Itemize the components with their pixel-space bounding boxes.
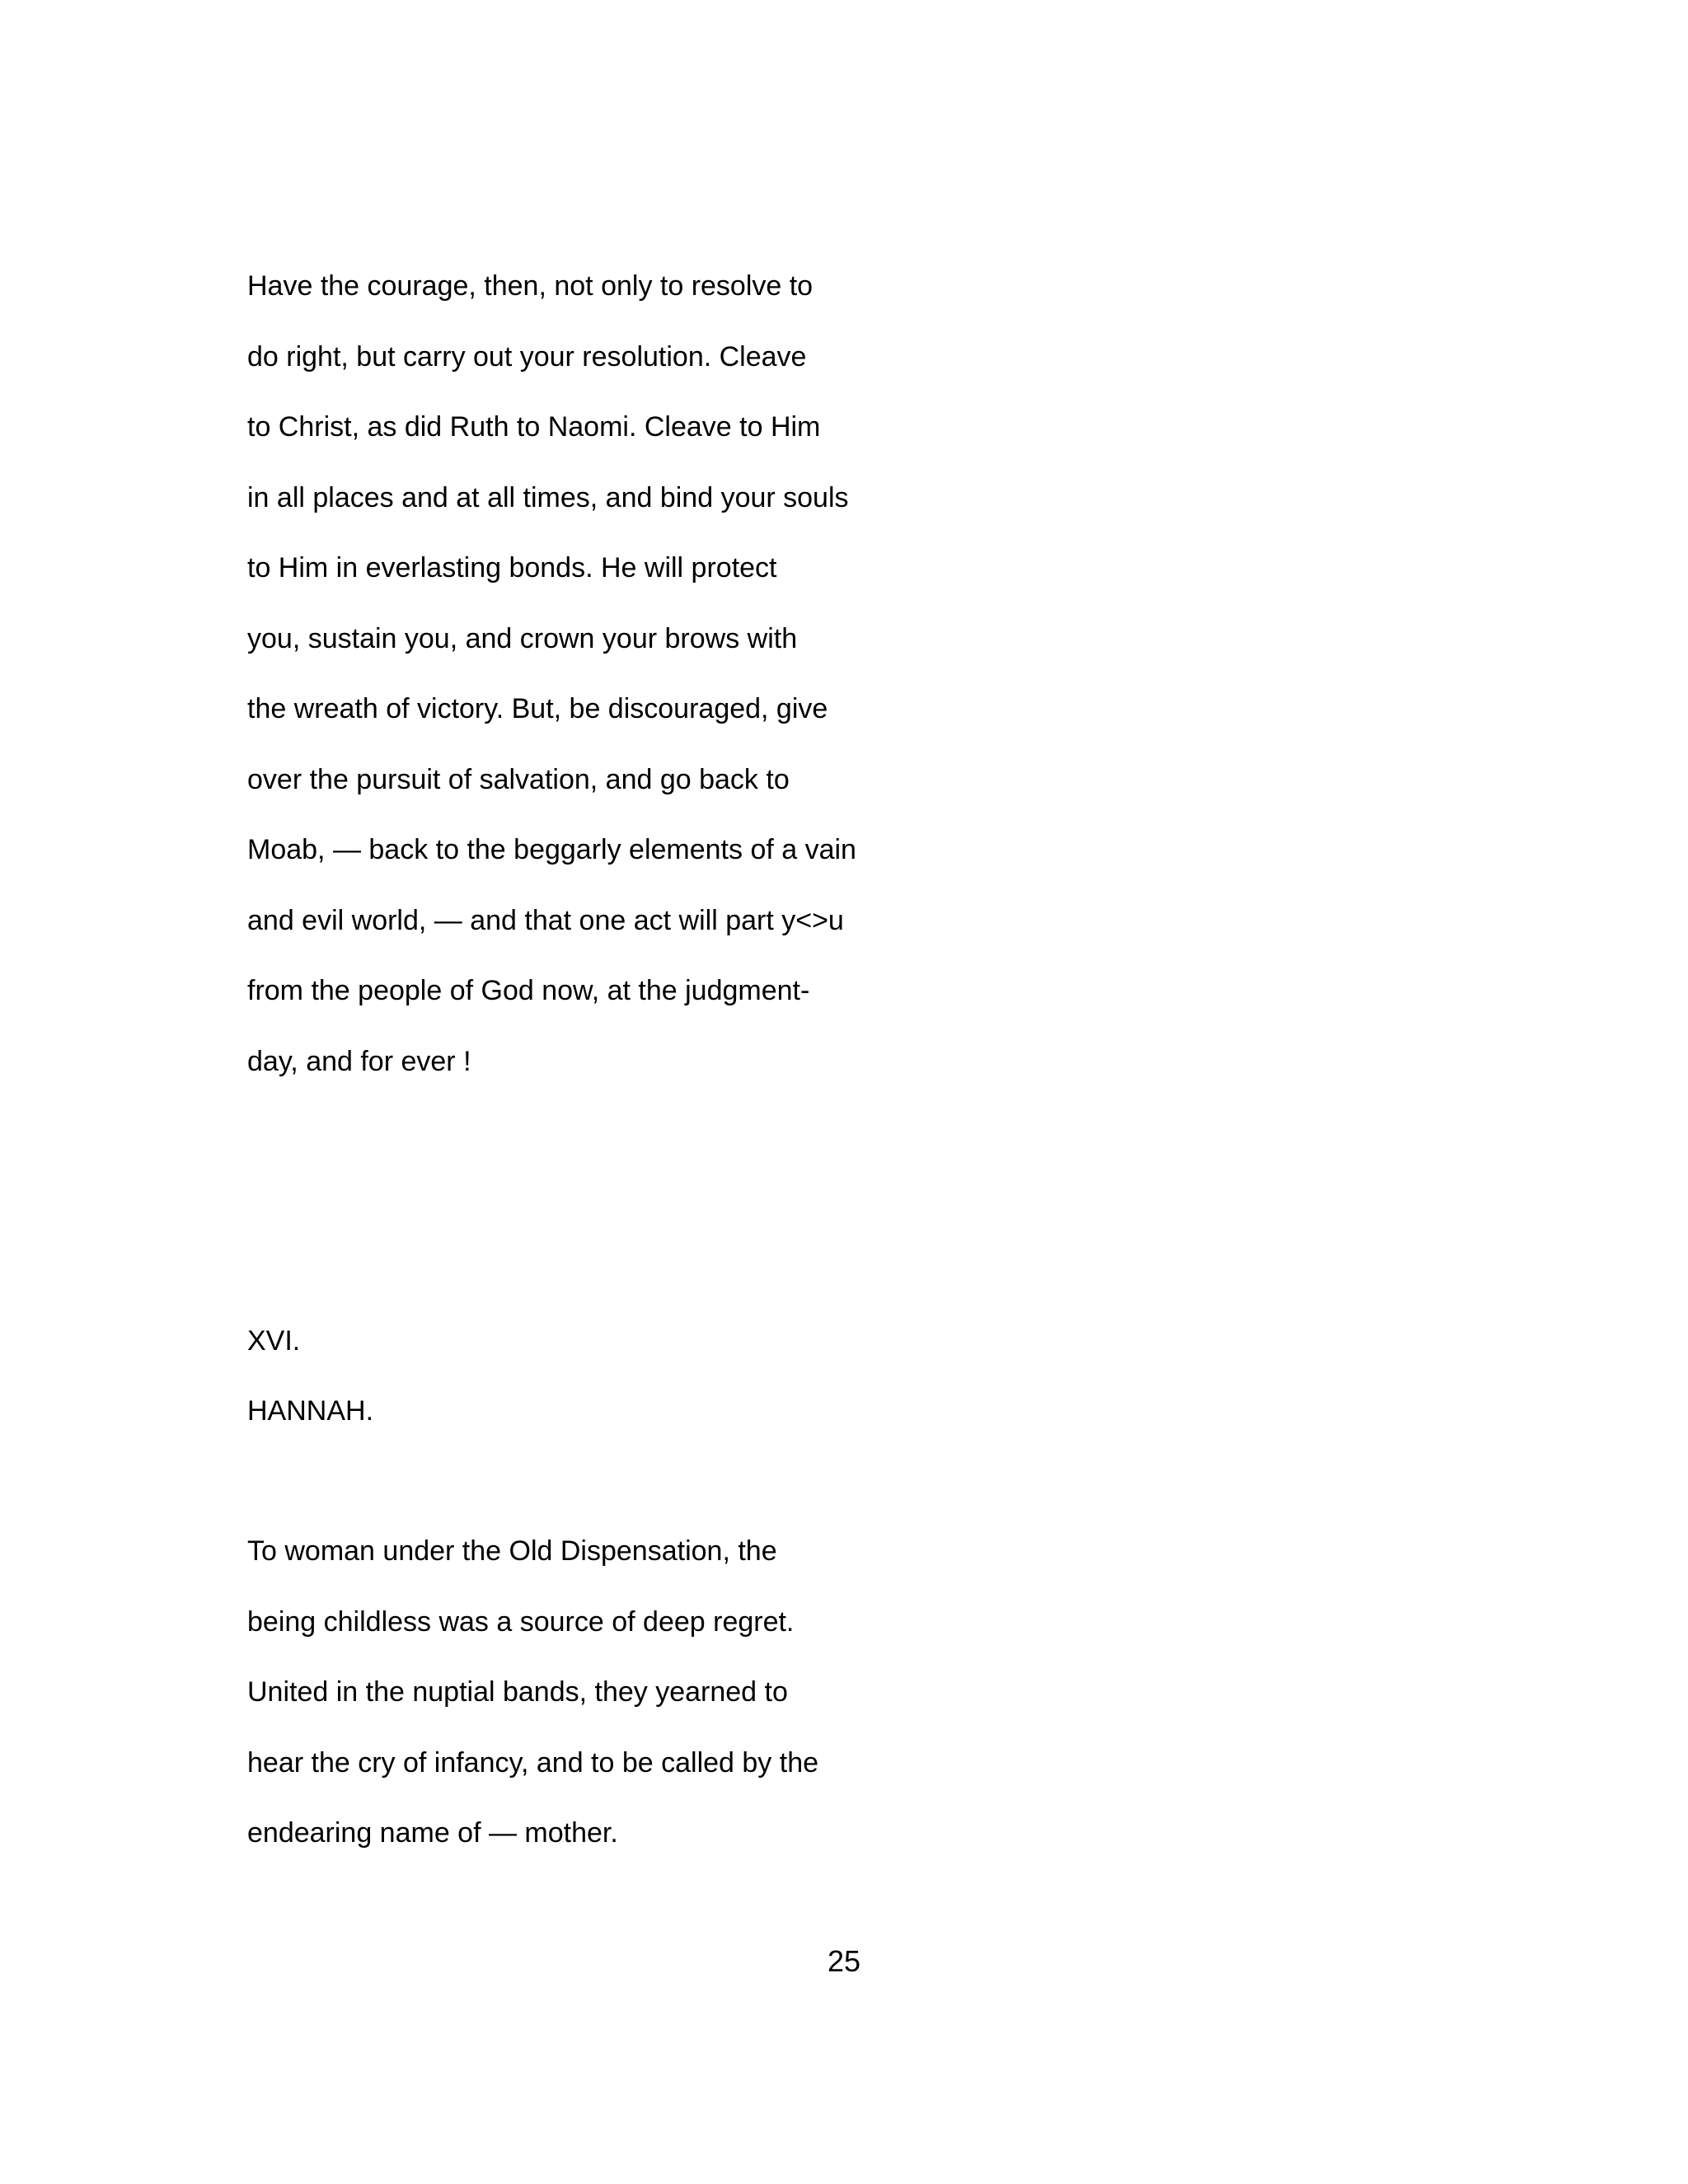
section-title: HANNAH. (247, 1395, 374, 1427)
text-line: from the people of God now, at the judgment- (247, 975, 810, 1006)
text-line: to Him in everlasting bonds. He will protect (247, 552, 777, 583)
text-line: Moab, — back to the beggarly elements of a vain (247, 834, 856, 865)
text-line: endearing name of — mother. (247, 1817, 618, 1849)
text-line: being childless was a source of deep regret. (247, 1605, 795, 1638)
text-line: and evil world, — and that one act will part y<>u (247, 904, 844, 936)
text-line: United in the nuptial bands, they yearned to (247, 1676, 788, 1708)
page-number: 25 (827, 1944, 861, 1978)
text-line: you, sustain you, and crown your brows with (247, 622, 798, 654)
text-line: To woman under the Old Dispensation, the (247, 1535, 777, 1567)
text-line: do right, but carry out your resolution. Cleave (247, 340, 807, 373)
text-line: hear the cry of infancy, and to be called by the (247, 1746, 819, 1779)
section-number: XVI. (247, 1325, 301, 1357)
paragraph-ruth-conclusion (247, 251, 1236, 1097)
text-line: the wreath of victory. But, be discouraged, give (247, 693, 828, 724)
text-line: in all places and at all times, and bind your souls (247, 481, 849, 513)
text-line: day, and for ever ! (247, 1045, 471, 1077)
text-line: Have the courage, then, not only to resolve to (247, 270, 814, 302)
text-line: to Christ, as did Ruth to Naomi. Cleave to Him (247, 411, 821, 443)
text-line: over the pursuit of salvation, and go back to (247, 763, 790, 795)
paragraph-hannah-intro (247, 1516, 1236, 1869)
